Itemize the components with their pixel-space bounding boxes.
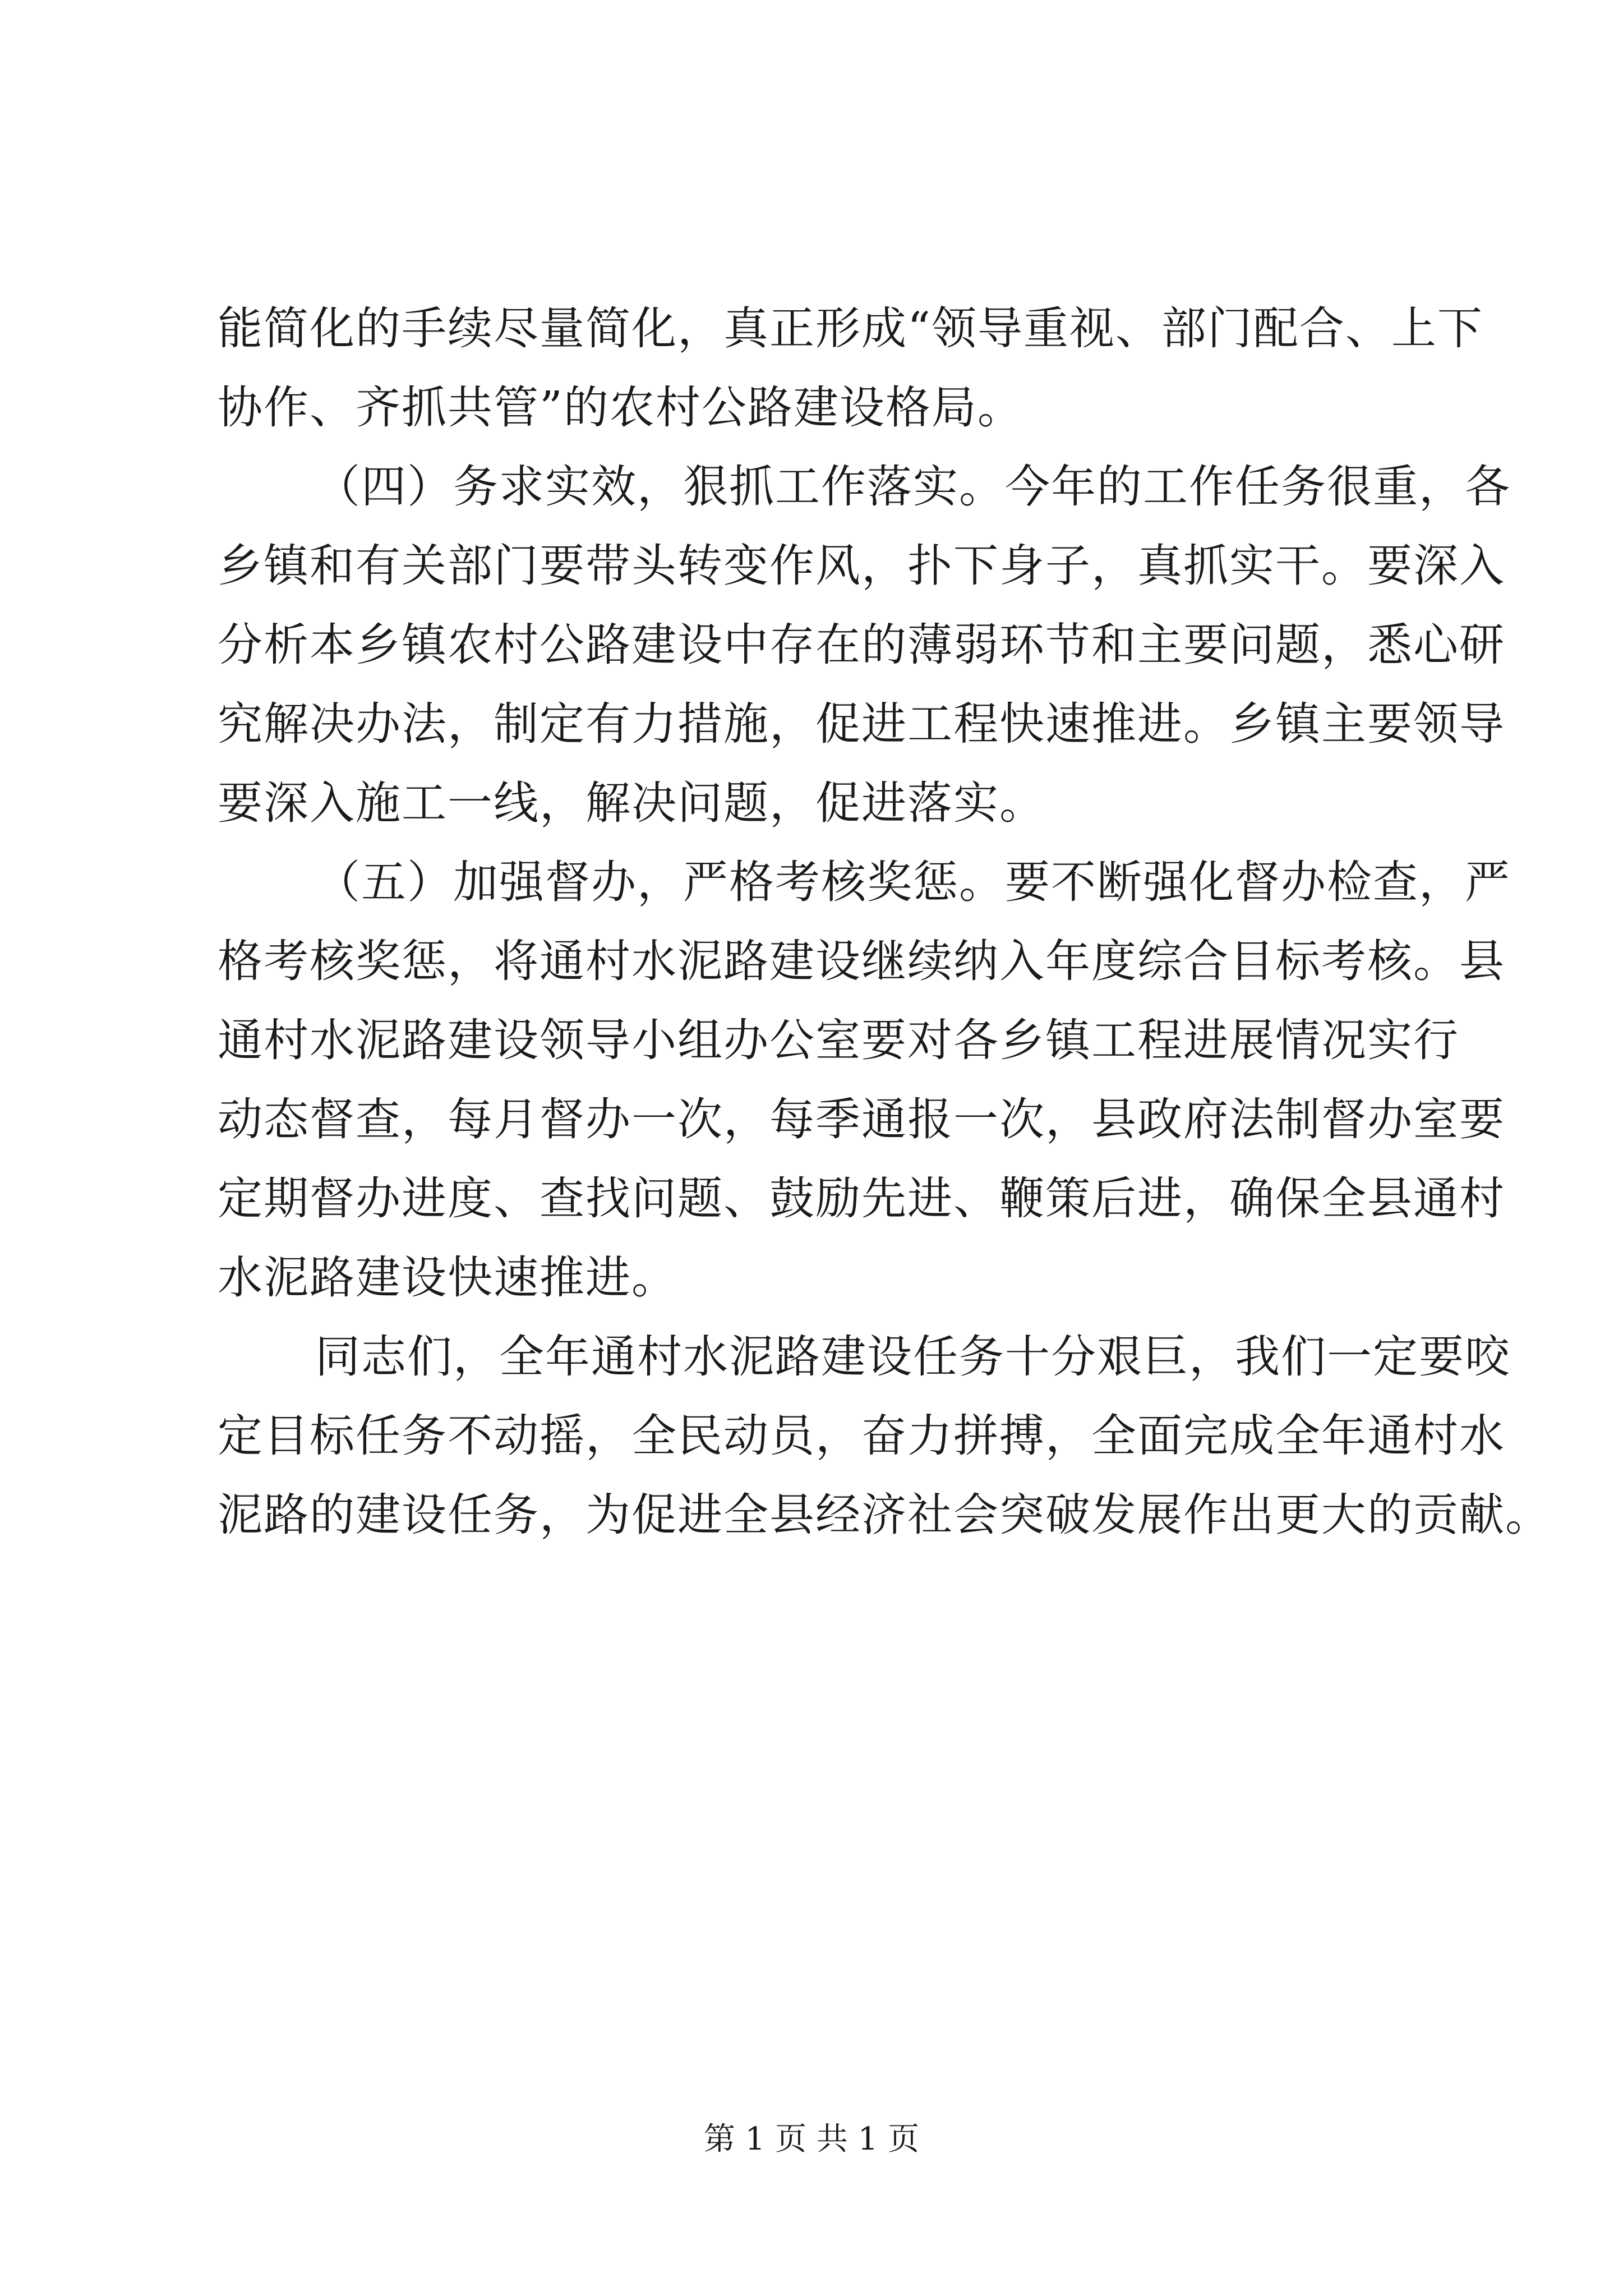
text-line: 究解决办法，制定有力措施，促进工程快速推进。乡镇主要领导: [218, 698, 1505, 750]
text-line: 要深入施工一线，解决问题，促进落实。: [218, 777, 1045, 829]
text-line: 定目标任务不动摇，全民动员，奋力拼搏，全面完成全年通村水: [218, 1410, 1505, 1462]
body-text: [218, 289, 1551, 1554]
text-line: 通村水泥路建设领导小组办公室要对各乡镇工程进展情况实行: [218, 1014, 1459, 1066]
text-line: 泥路的建设任务，为促进全县经济社会突破发展作出更大的贡献。: [218, 1489, 1551, 1541]
paragraph-start: （五）加强督办，严格考核奖惩。要不断强化督办检查，严: [315, 856, 1511, 908]
paragraph-start: （四）务求实效，狠抓工作落实。今年的工作任务很重，各: [315, 461, 1511, 513]
paragraph-start: 同志们，全年通村水泥路建设任务十分艰巨，我们一定要咬: [315, 1331, 1511, 1383]
text-line: 分析本乡镇农村公路建设中存在的薄弱环节和主要问题，悉心研: [218, 619, 1505, 671]
text-line: 协作、齐抓共管”的农村公路建设格局。: [218, 381, 1023, 434]
text-line: 格考核奖惩，将通村水泥路建设继续纳入年度综合目标考核。县: [218, 935, 1505, 987]
text-line: 动态督查，每月督办一次，每季通报一次，县政府法制督办室要: [218, 1093, 1505, 1145]
text-line: 水泥路建设快速推进。: [218, 1251, 677, 1304]
page-number-footer: 第 1 页 共 1 页: [703, 2121, 920, 2157]
text-line: 乡镇和有关部门要带头转变作风，扑下身子，真抓实干。要深入: [218, 540, 1505, 592]
text-line: 定期督办进度、查找问题、鼓励先进、鞭策后进，确保全县通村: [218, 1172, 1505, 1225]
text-line: 能简化的手续尽量简化，真正形成“领导重视、部门配合、上下: [218, 302, 1483, 355]
